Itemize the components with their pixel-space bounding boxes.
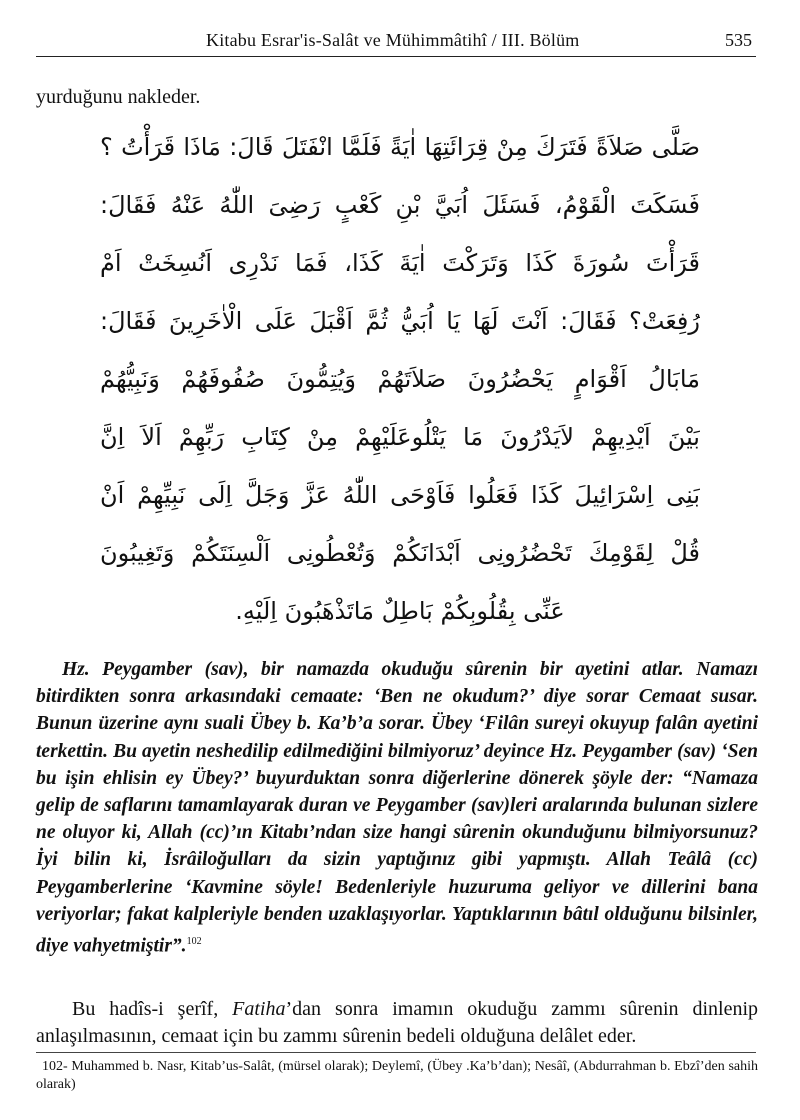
page-number: 535 bbox=[725, 30, 752, 50]
arabic-line: رُفِعَتْ؟ فَقَالَ: اَنْتَ لَهَا يَا اُبَيُّ ثُمَّ اَقْبَلَ عَلَى الْاٰخَرِينَ فَقَالَ: bbox=[100, 307, 700, 335]
running-title: Kitabu Esrar'is-Salât ve Mühimmâtihî / III. Bölüm bbox=[206, 30, 580, 50]
arabic-line: فَسَكَتَ الْقَوْمُ، فَسَئَلَ اُبَيَّ بْنِ كَعْبٍ رَضِىَ اللّٰهُ عَنْهُ فَقَالَ: bbox=[100, 191, 700, 219]
arabic-line: قَرَأْتَ سُورَةَ كَذَا وَتَرَكْتَ اٰيَةَ كَذَا، فَمَا نَدْرِى اَنُسِخَتْ اَمْ bbox=[100, 249, 700, 277]
arabic-line: مَابَالُ اَقْوَامٍ يَحْضُرُونَ صَلاَتَهُمْ وَيُتِمُّونَ صُفُوفَهُمْ وَنَبِيُّهُمْ bbox=[100, 365, 700, 393]
arabic-line: بَنِى اِسْرَائِيلَ كَذَا فَعَلُوا فَاَوْحَى اللّٰهُ عَزَّ وَجَلَّ اِلَى نَبِيِّهِمْ اَنْ bbox=[100, 481, 700, 509]
arabic-hadith-text bbox=[100, 118, 700, 640]
arabic-line: قُلْ لِقَوْمِكَ تَحْضُرُونِى اَبْدَانَكُمْ وَتُعْطُونِى اَلْسِنَتَكُمْ وَتَغِيبُونَ bbox=[100, 539, 700, 567]
body-text-before: Bu hadîs-i şerîf, bbox=[72, 998, 233, 1020]
arabic-line: صَلَّى صَلاَةً فَتَرَكَ مِنْ قِرَائَتِهَا اٰيَةً فَلَمَّا انْفَتَلَ قَالَ: مَاذَا قَرَأْتُ ؟ bbox=[100, 133, 700, 161]
arabic-line: بَيْنَ اَيْدِيهِمْ لاَيَدْرُونَ مَا يَتْلُوعَلَيْهِمْ مِنْ كِتَابِ رَبِّهِمْ اَلاَ اِنَّ bbox=[100, 423, 700, 451]
footnote-reference[interactable]: 102 bbox=[186, 936, 202, 948]
arabic-line: عَنِّى بِقُلُوبِكُمْ بَاطِلٌ مَاتَذْهَبُونَ اِلَيْهِ. bbox=[235, 597, 565, 625]
footnote: 102- Muhammed b. Nasr, Kitab’us-Salât, (mürsel olarak); Deylemî, (Übey .Ka’b’dan); Nesâî, (Abdurrahman b. Ebzî’den sahih olarak) bbox=[36, 1059, 758, 1092]
body-text-after: ’dan sonra imamın okuduğu zammı sûrenin dinlenip anlaşılmasının, cemaat için bu zammı sûrenin bedeli olduğuna delâlet eder. bbox=[36, 998, 758, 1047]
body-text-emphasis: Fatiha bbox=[232, 998, 286, 1020]
intro-line: yurduğunu nakleder. bbox=[36, 86, 201, 108]
translation-text: Hz. Peygamber (sav), bir namazda okuduğu sûrenin bir ayetini atlar. Namazı bitirdikten sonra arkasındaki cemaate: ‘Ben ne okudum?’ diye sorar Cemaat susar. Bunun üzerine aynı suali Übey b. Ka’b’a sorar. Übey ‘Filân sureyi okuyup falân ayetini terkettin. Bu ayetin neshedilip edilmediğini bilmiyoruz’ deyince Hz. Peygamber (sav) ‘Sen bu işin ehlisin ey Übey?’ buyurduktan sonra diğerlerine dönerek şöyle der: “Namaza gelip de saflarını tamamlayarak duran ve Peygamber (sav)leri aralarında bulunan sizlere ne oluyor ki, Allah (cc)’ın Kitabı’ndan size hangi sûrenin okunduğunu bilmiyorsunuz? İyi bilin ki, İsrâiloğulları da sizin yaptığınız gibi yapmıştı. Allah Teâlâ (cc) Peygamberlerine ‘Kavmine söyle! Bedenleriyle huzuruma geliyor ve dillerini bana veriyorlar; fakat kalpleriyle benden uzaklaşıyorlar. Yaptıklarının bâtıl olduğunu bilsinler, diye vahyetmiştir”. bbox=[36, 659, 758, 957]
translation-paragraph bbox=[36, 656, 758, 960]
body-paragraph bbox=[36, 996, 758, 1050]
footnote-divider bbox=[36, 1052, 756, 1053]
running-header bbox=[36, 26, 756, 57]
